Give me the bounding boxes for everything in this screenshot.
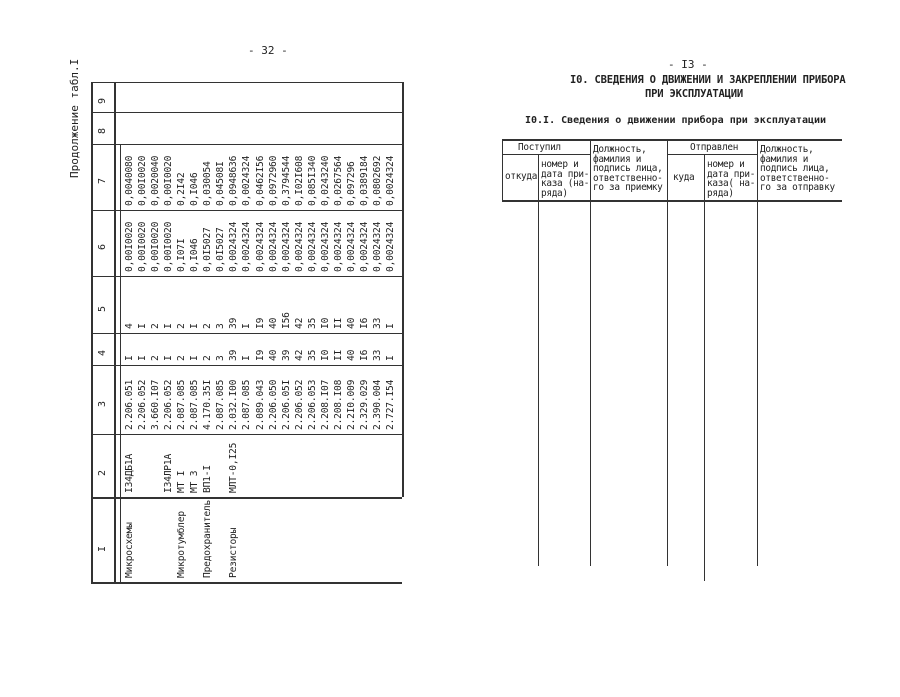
column-number-4: 4 (97, 349, 108, 356)
cell-c4: 42 (293, 349, 305, 361)
header-received: Поступил (518, 142, 561, 153)
cell-c7: 0,0020040 (150, 155, 162, 206)
cell-c6: 0,0024324 (385, 221, 396, 272)
group-header-rule-right (667, 154, 757, 155)
section-title: I0. СВЕДЕНИЯ О ДВИЖЕНИИ И ЗАКРЕПЛЕНИИ ПРИБОРА (570, 74, 846, 86)
cell-c7: 0,04508I (215, 161, 227, 206)
cell-c5: 40 (345, 317, 357, 329)
cell-c3: 2.208.I08 (332, 379, 344, 430)
cell-c5: II (332, 317, 344, 329)
cell-c4: 40 (345, 349, 357, 361)
cell-c4: 39 (280, 349, 292, 361)
header-position-received: Должность, фамилия и подпись лица, ответственно- го за приемку (593, 144, 663, 194)
group-header-rule-left (502, 154, 590, 155)
cell-c7: 0,2I42 (176, 172, 188, 206)
cell-c7: 0,0040080 (124, 155, 135, 206)
cell-c6: 0,00I0020 (137, 221, 149, 272)
cell-c6: 0,00I0020 (163, 221, 175, 272)
cell-c6: 0,0024324 (267, 221, 279, 272)
cell-c7: 0,3794544 (280, 155, 292, 206)
header-extension-1 (120, 82, 402, 83)
col-divider-5 (757, 139, 758, 566)
cell-c3: 2.087.085 (176, 379, 188, 430)
cell-c4: I6 (358, 349, 370, 361)
cell-c4: I (189, 355, 201, 361)
cell-c5: I (241, 323, 253, 329)
cell-c5: 42 (293, 317, 305, 329)
cell-c2: МТ I (176, 470, 188, 493)
cell-c7: 0,00I0020 (163, 155, 175, 206)
column-divider-9 (91, 82, 120, 83)
cell-c6: 0,0I5027 (202, 227, 214, 272)
cell-c5: 33 (371, 317, 383, 329)
cell-c4: 2 (150, 355, 162, 361)
header-extension-0 (120, 112, 402, 113)
table-top-rule (502, 139, 842, 141)
cell-c4: I9 (254, 349, 266, 361)
cell-c2: МТ 3 (189, 470, 201, 493)
cell-c5: 2 (202, 323, 214, 329)
cell-c5: I9 (254, 317, 266, 329)
cell-c3: 2.208.I07 (319, 379, 331, 430)
col-divider-3 (667, 139, 668, 566)
column-divider-8 (91, 112, 120, 113)
cell-c3: 3.660.I07 (150, 379, 162, 430)
cell-c6: 0,0024324 (254, 221, 266, 272)
cell-c4: 2 (202, 355, 214, 361)
cell-c5: I (137, 323, 149, 329)
cell-c4: 39 (228, 349, 240, 361)
header-position-sent: Должность, фамилия и подпись лица, ответственно- го за отправку (760, 144, 835, 194)
cell-c1: Микротумблер (176, 511, 188, 578)
cell-c7: 0,I046 (189, 172, 201, 206)
cell-c4: 40 (267, 349, 279, 361)
cell-c5: I6 (358, 317, 370, 329)
subsection-title: I0.I. Сведения о движении прибора при эксплуатации (525, 115, 827, 126)
column-divider-3 (91, 365, 402, 366)
rule-0 (91, 82, 93, 582)
column-divider-6 (91, 210, 402, 211)
cell-c5: 4 (124, 323, 135, 329)
cell-c3: 2.329.029 (358, 379, 370, 430)
column-number-9: 9 (97, 97, 108, 104)
cell-c1: Предохранитель (202, 499, 214, 578)
cell-c4: I (163, 355, 175, 361)
cell-c5: 2 (150, 323, 162, 329)
column-divider-2 (91, 434, 402, 435)
cell-c5: I (385, 323, 396, 329)
cell-c7: 0,0972960 (267, 155, 279, 206)
cell-c6: 0,0024324 (319, 221, 331, 272)
cell-c3: 2.087.085 (215, 379, 227, 430)
cell-c6: 0,0024324 (371, 221, 383, 272)
column-number-1: I (97, 545, 108, 552)
column-divider-0 (91, 582, 402, 584)
cell-c7: 0,00I0020 (137, 155, 149, 206)
cell-c6: 0,0024324 (293, 221, 305, 272)
cell-c7: 0,030054 (202, 161, 214, 206)
cell-c6: 0,I046 (189, 238, 201, 272)
cell-c6: 0,0024324 (358, 221, 370, 272)
cell-c2: I34ЛР1А (163, 453, 175, 493)
cell-c7: 0,I02I608 (293, 155, 305, 206)
cell-c6: 0,0024324 (345, 221, 357, 272)
cell-c4: I (137, 355, 149, 361)
cell-c6: 0,0024324 (228, 221, 240, 272)
header-order-sent: номер и дата при- каза( на- ряда) (707, 159, 756, 199)
header-from: откуда (505, 171, 538, 182)
cell-c7: 0,0389184 (358, 155, 370, 206)
column-number-6: 6 (97, 243, 108, 250)
cell-c6: 0,0024324 (280, 221, 292, 272)
cell-c7: 0,085I340 (306, 155, 318, 206)
section-title-cont: ПРИ ЭКСПЛУАТАЦИИ (645, 88, 743, 100)
header-bottom-rule (502, 200, 842, 202)
cell-c4: II (332, 349, 344, 361)
cell-c4: I (241, 355, 253, 361)
cell-c7: 0,0024324 (241, 155, 253, 206)
cell-c4: I (385, 355, 396, 361)
cell-c7: 0,097296 (345, 161, 357, 206)
header-order-received: номер и дата при- каза (на- ряда) (541, 159, 590, 199)
cell-c3: 4.170.35I (202, 379, 214, 430)
cell-c7: 0,0802692 (371, 155, 383, 206)
column-divider-1 (91, 497, 402, 499)
cell-c6: 0,0024324 (332, 221, 344, 272)
continuation-caption: Продолжение табл.I (68, 58, 81, 178)
col-divider-4 (704, 154, 705, 581)
cell-c7: 0,0267564 (332, 155, 344, 206)
cell-c1: Микросхемы (124, 522, 135, 578)
cell-c3: 2.206.053 (306, 379, 318, 430)
left-page-number: - 32 - (248, 44, 288, 57)
column-number-2: 2 (97, 469, 108, 476)
header-to: куда (673, 172, 695, 183)
cell-c3: 2.206.051 (124, 379, 135, 430)
cell-c6: 0,0024324 (306, 221, 318, 272)
col-divider-2 (590, 139, 591, 566)
cell-c3: 2.206.050 (267, 379, 279, 430)
cell-c5: I56 (280, 312, 292, 329)
cell-c5: 3 (215, 323, 227, 329)
cell-c3: 2.089.043 (254, 379, 266, 430)
cell-c3: 2.087.085 (189, 379, 201, 430)
cell-c2: ВП1-I (202, 465, 214, 493)
rule-1 (114, 82, 116, 582)
cell-c5: 39 (228, 317, 240, 329)
cell-c4: 35 (306, 349, 318, 361)
header-sent: Отправлен (690, 142, 739, 153)
cell-c5: I0 (319, 317, 331, 329)
cell-c5: I (163, 323, 175, 329)
table-left-border (502, 139, 503, 201)
column-divider-5 (91, 276, 402, 277)
column-divider-7 (91, 144, 402, 145)
cell-c4: I0 (319, 349, 331, 361)
cell-c5: 2 (176, 323, 188, 329)
cell-c3: 2.206.052 (137, 379, 149, 430)
cell-c7: 0,0024324 (385, 155, 396, 206)
cell-c5: 40 (267, 317, 279, 329)
cell-c3: 2.206.052 (163, 379, 175, 430)
cell-c7: 0,0948636 (228, 155, 240, 206)
cell-c6: 0,0024324 (241, 221, 253, 272)
rule-3 (402, 82, 404, 497)
cell-c2: МЛТ-0,I25 (228, 442, 240, 493)
column-number-8: 8 (97, 127, 108, 134)
column-number-3: 3 (97, 400, 108, 407)
cell-c6: 0,I07I (176, 238, 188, 272)
column-number-5: 5 (97, 305, 108, 312)
cell-c4: 3 (215, 355, 227, 361)
cell-c1: Резисторы (228, 527, 240, 578)
col-divider-1 (538, 154, 539, 566)
column-divider-4 (91, 333, 402, 334)
right-page-number: - I3 - (668, 58, 708, 71)
cell-c4: 2 (176, 355, 188, 361)
cell-c3: 2.032.I00 (228, 379, 240, 430)
cell-c3: 2.390.004 (371, 379, 383, 430)
cell-c7: 0,0462I56 (254, 155, 266, 206)
cell-c5: 35 (306, 317, 318, 329)
column-number-7: 7 (97, 177, 108, 184)
cell-c3: 2.087.085 (241, 379, 253, 430)
cell-c3: 2.206.052 (293, 379, 305, 430)
cell-c3: 2.727.I54 (385, 379, 396, 430)
cell-c3: 2.2I0.009 (345, 379, 357, 430)
cell-c6: 0,0I5027 (215, 227, 227, 272)
cell-c4: 33 (371, 349, 383, 361)
cell-c4: I (124, 355, 135, 361)
cell-c6: 0,00I0020 (124, 221, 135, 272)
cell-c6: 0,00I0020 (150, 221, 162, 272)
cell-c3: 2.206.05I (280, 379, 292, 430)
cell-c7: 0,0243240 (319, 155, 331, 206)
cell-c5: I (189, 323, 201, 329)
cell-c2: I34ДБ1А (124, 453, 135, 493)
